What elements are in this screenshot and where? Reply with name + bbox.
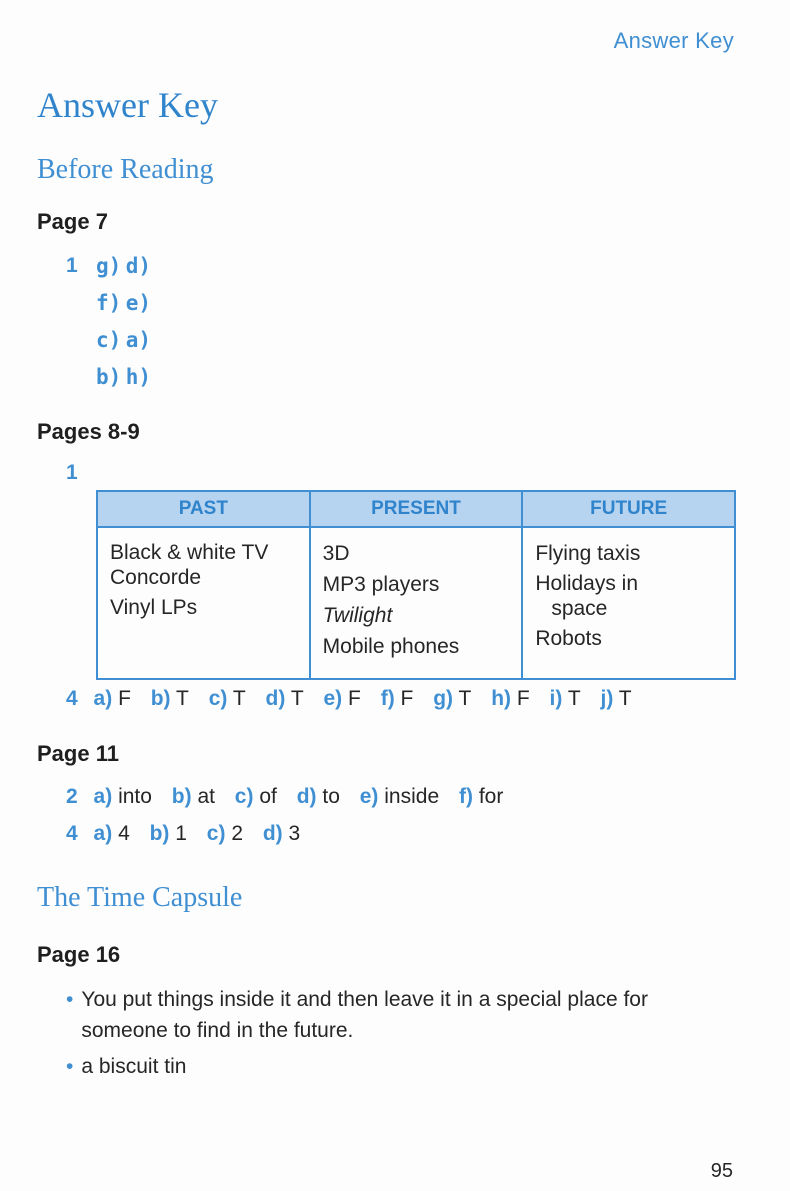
list-item: Robots [535,627,602,650]
pages89-heading: Pages 8-9 [37,419,140,444]
page7-question-number: 1 [66,254,78,277]
answer-value: F [348,687,361,710]
list-item: Concorde [110,566,202,589]
running-head: Answer Key [613,28,734,53]
answer-value: into [118,785,152,808]
answer-label: d) [265,687,286,710]
list-item: Black & white TV [110,541,269,564]
vocabulary-table [96,490,736,680]
answer-value: to [322,785,340,808]
list-item: MP3 players [322,573,440,596]
page-number: 95 [710,1160,733,1182]
list-item: Vinyl LPs [110,596,198,619]
answer-value: for [478,785,504,808]
page16-heading: Page 16 [37,942,121,967]
answer-label: b) [171,785,192,808]
table-header-row [97,491,735,527]
answer-label: b) [149,822,170,845]
answer-label: a) [93,687,113,710]
answer-letter: d) [125,254,152,278]
answer-value: T [176,687,189,710]
section-before-reading: Before Reading [37,154,214,185]
question-number: 4 [66,687,78,710]
answer-value: F [516,687,530,710]
answer-label: a) [93,822,113,845]
answer-label: g) [433,687,454,710]
page11-q2-answers [66,785,517,809]
list-item [66,984,746,1046]
list-item: Flying taxis [535,542,641,565]
bullet-icon: • [66,1055,74,1078]
list-item [66,1051,746,1082]
answer-label: e) [359,785,379,808]
answer-value: 1 [175,822,187,845]
page11-heading: Page 11 [37,741,119,766]
answer-value: 3 [288,822,301,845]
list-item: Twilight [322,604,393,627]
table-row [97,527,735,679]
question-number: 4 [66,822,78,845]
answer-letter: e) [125,291,152,315]
answer-label: d) [296,785,317,808]
answer-letter: g) [96,254,122,278]
answer-label: h) [491,687,512,710]
answer-value: T [567,687,581,710]
question-number: 2 [66,785,78,808]
answer-value: F [400,687,414,710]
header-future: FUTURE [522,491,735,527]
answer-value: of [259,785,277,808]
list-item: 3D [322,542,350,565]
answer-label: j) [600,687,614,710]
answer-letter: c) [96,328,122,352]
answer-value: T [290,687,304,710]
list-item: Mobile phones [322,635,460,658]
bullet-text: a biscuit tin [81,1055,187,1078]
page11-q4-answers [66,822,314,846]
answer-value: T [618,687,632,710]
answer-label: f) [458,785,473,808]
answer-label: e) [323,687,343,710]
answer-value: T [458,687,472,710]
answer-label: d) [262,822,283,845]
answer-label: f) [380,687,395,710]
answer-label: c) [206,822,226,845]
answer-label: c) [234,785,254,808]
header-past: PAST [97,491,310,527]
section-time-capsule: The Time Capsule [37,882,243,913]
answer-value: T [232,687,246,710]
answer-value: 4 [118,822,130,845]
list-item: space [551,597,608,620]
cell-past [97,527,310,679]
cell-future [522,527,735,679]
answer-value: inside [384,785,440,808]
page-title: Answer Key [37,85,218,125]
pages89-question-number: 1 [66,461,78,484]
answer-value: 2 [231,822,244,845]
pages89-q4-answers [66,687,646,711]
answer-label: c) [208,687,228,710]
answer-label: b) [150,687,171,710]
bullet-icon: • [66,988,74,1011]
answer-value: F [118,687,131,710]
answer-value: at [197,785,215,808]
header-present: PRESENT [310,491,523,527]
list-item: Holidays in [535,572,639,595]
answer-letter: b) [96,365,122,389]
answer-label: a) [93,785,113,808]
answer-letter: a) [125,328,152,352]
answer-letter: h) [125,365,152,389]
answer-letter: f) [96,291,122,315]
bullet-text: You put things inside it and then leave it in a special place for someone to find in the future. [81,988,648,1042]
answer-label: i) [549,687,563,710]
page7-answers [96,254,151,402]
page7-heading: Page 7 [37,209,108,234]
cell-present [310,527,523,679]
